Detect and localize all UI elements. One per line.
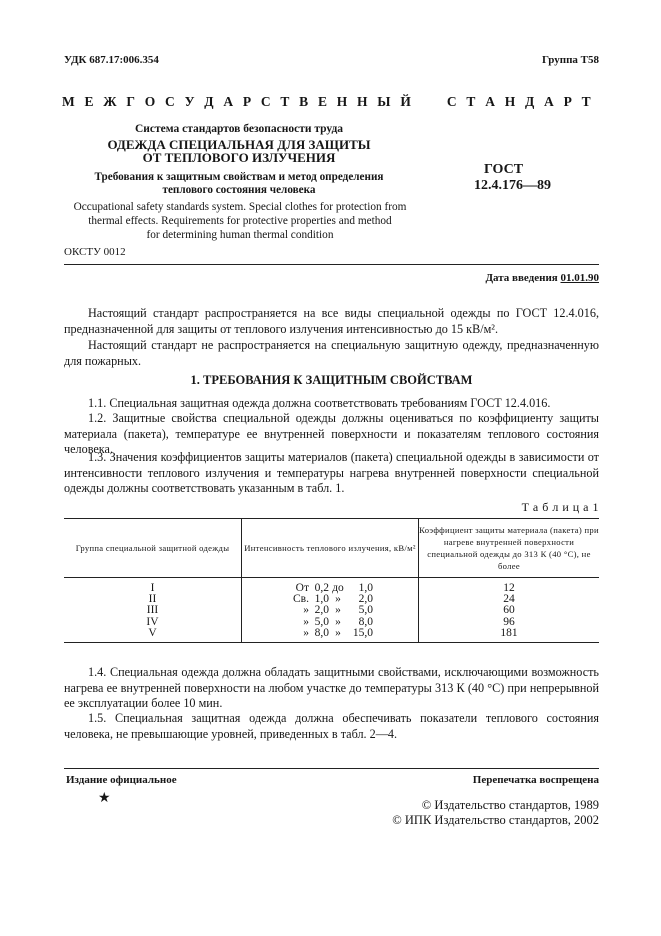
official-edition: Издание официальное (66, 774, 177, 786)
group-cell: III (146, 604, 159, 617)
table-1-header-coefficient: Коэффициент защиты материала (пакета) при нагреве внутренней поверхности специальной одежды до 313 К (40 °С), не более (419, 519, 600, 578)
range-to: 5,0 (358, 604, 373, 617)
gost-designation (474, 162, 594, 194)
range-prefix: » (303, 604, 309, 617)
header-divider (64, 264, 599, 265)
table-row (64, 617, 599, 628)
english-line-1: Occupational safety standards system. Special clothes for protection from (73, 201, 407, 213)
english-line-3: for determining human thermal condition (146, 229, 334, 242)
coefficient-cell: 24 (503, 593, 515, 606)
standards-system-line: Система стандартов безопасности труда (134, 123, 344, 135)
range-connector: » (335, 604, 341, 617)
table-row (64, 578, 599, 595)
coefficient-cell: 96 (503, 615, 515, 628)
group-cell: V (64, 628, 242, 643)
copyright-block (360, 798, 599, 827)
scope-paragraph: Настоящий стандарт распространяется на все виды специальной одежды по ГОСТ 12.4.016, предназначенной для защиты от теплового излучения интенсивностью до 15 кВ/м². (64, 306, 599, 336)
reprint-prohibited: Перепечатка воспрещена (472, 774, 599, 786)
group-code: Группа Т58 (541, 54, 599, 66)
range-connector: » (335, 615, 341, 628)
copyright-line-1: © Издательство стандартов, 1989 (421, 798, 599, 812)
subtitle-line-2: теплового состояния человека (162, 183, 316, 196)
range-prefix: Св. (293, 593, 309, 606)
title-line-1: ОДЕЖДА СПЕЦИАЛЬНАЯ ДЛЯ ЗАЩИТЫ (107, 137, 371, 152)
introduction-date (420, 272, 599, 284)
banner-interstate-standard: М Е Ж Г О С У Д А Р С Т В Е Н Н Ы Й С Т А Н Д А Р Т (62, 94, 594, 109)
range-from: 1,0 (314, 593, 329, 606)
range-from: 5,0 (314, 615, 329, 628)
range-prefix: » (303, 626, 309, 639)
title-line-2: ОТ ТЕПЛОВОГО ИЗЛУЧЕНИЯ (142, 150, 336, 165)
table-row (64, 628, 599, 643)
group-cell: IV (146, 615, 159, 628)
clause-1-1: 1.1. Специальная защитная одежда должна соответствовать требованиям ГОСТ 12.4.016. (88, 396, 551, 410)
range-from: 0,2 (314, 582, 329, 594)
document-title (64, 138, 414, 164)
table-1-header-intensity: Интенсивность теплового излучения, кВ/м² (242, 519, 419, 578)
exclusion-paragraph: Настоящий стандарт не распространяется на специальную защитную одежду, предназначенную для пожарных. (64, 338, 599, 368)
coefficient-cell: 60 (503, 604, 515, 617)
table-row (64, 594, 599, 605)
udk-code: УДК 687.17:006.354 (64, 54, 159, 66)
gost-number: 12.4.176—89 (474, 178, 551, 193)
range-connector: » (335, 626, 341, 639)
okstu-code: ОКСТУ 0012 (64, 246, 126, 258)
introduction-date-label: Дата введения (485, 272, 558, 284)
intensity-cell (242, 617, 419, 628)
clause-1-3: 1.3. Значения коэффициентов защиты материалов (пакета) специальной одежды в зависимости от интенсивности теплового излучения и температуры нагрева внутренней поверхности специальной одежды должны соответствовать указанным в табл. 1. (64, 450, 599, 495)
subtitle-line-1: Требования к защитным свойствам и метод определения (94, 171, 384, 183)
star-icon: ★ (98, 791, 111, 806)
coefficient-cell: 12 (503, 582, 515, 594)
english-line-2: thermal effects. Requirements for protective properties and method (88, 215, 392, 228)
table-1-header-group: Группа специальной защитной одежды (64, 519, 242, 578)
range-prefix: От (295, 582, 309, 594)
table-1-caption: Т а б л и ц а 1 (521, 500, 599, 514)
coefficient-cell: 181 (419, 628, 600, 643)
intensity-cell (242, 594, 419, 605)
intensity-cell (242, 628, 419, 643)
table-1 (64, 518, 599, 643)
document-subtitle (64, 171, 414, 196)
copyright-line-2: © ИПК Издательство стандартов, 2002 (392, 812, 599, 827)
section-1-heading: 1. ТРЕБОВАНИЯ К ЗАЩИТНЫМ СВОЙСТВАМ (190, 373, 473, 387)
clause-1-4: 1.4. Специальная одежда должна обладать защитными свойствами, исключающими возможность нагрева ее внутренней поверхности на любом участке до температуры 313 К (40 °С) при непрерывной ее эксплуатации более 10 мин. (64, 665, 599, 710)
english-title (56, 200, 424, 243)
range-connector: » (335, 593, 341, 606)
range-to: 1,0 (358, 582, 373, 594)
table-row (64, 605, 599, 616)
range-prefix: » (303, 615, 309, 628)
range-to: 2,0 (358, 593, 373, 606)
range-to: 15,0 (352, 626, 373, 639)
range-to: 8,0 (358, 615, 373, 628)
introduction-date-value: 01.01.90 (560, 272, 599, 284)
clause-1-2: 1.2. Защитные свойства специальной одежды должны оцениваться по коэффициенту защиты материала (пакета), температуре ее внутренней поверхности и показателям теплового состояния человека. (64, 411, 599, 456)
range-connector: до (332, 582, 344, 594)
intensity-cell (242, 605, 419, 616)
clause-1-5: 1.5. Специальная защитная одежда должна обеспечивать показатели теплового состояния человека, не превышающие уровней, приведенных в табл. 2—4. (64, 711, 599, 741)
footer-divider (64, 768, 599, 769)
group-cell: II (148, 593, 157, 606)
group-cell: I (150, 582, 155, 594)
intensity-cell (242, 578, 419, 595)
range-from: 8,0 (314, 626, 329, 639)
range-from: 2,0 (314, 604, 329, 617)
gost-label: ГОСТ (484, 162, 524, 177)
